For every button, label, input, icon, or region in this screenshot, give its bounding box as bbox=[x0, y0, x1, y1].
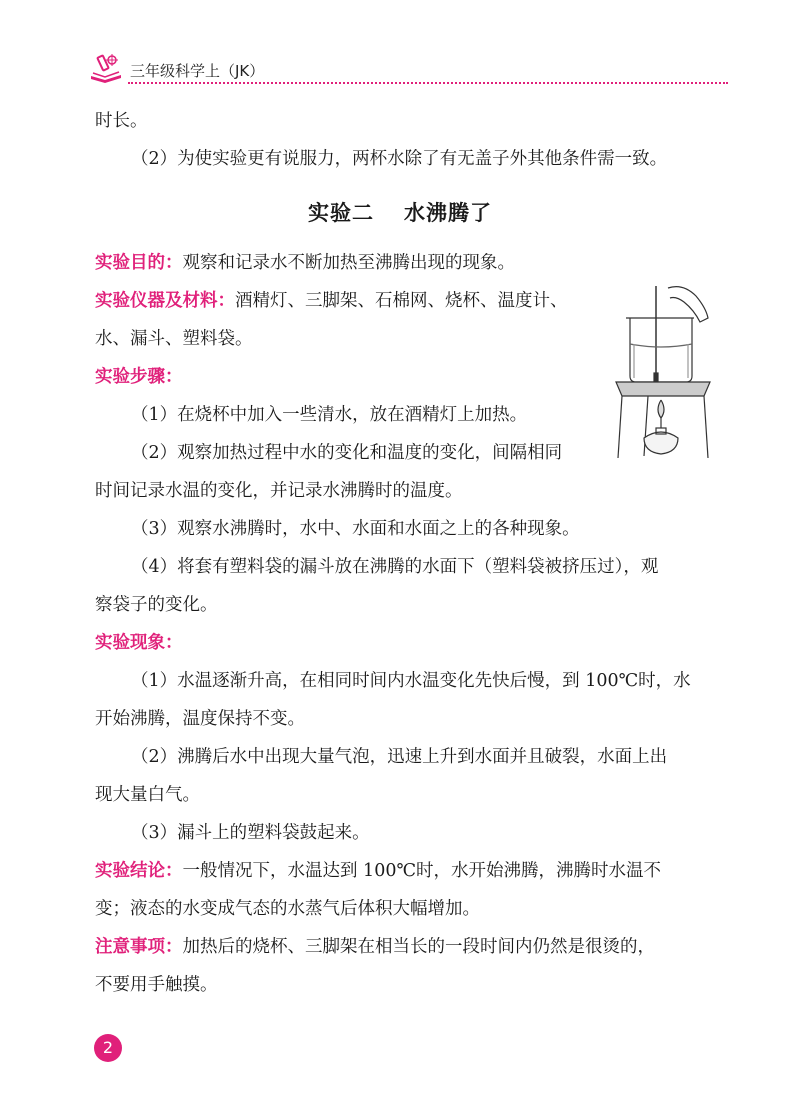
text-line: （1）水温逐渐升高，在相同时间内水温变化先快后慢，到 100℃时，水 bbox=[131, 671, 691, 691]
notes-line bbox=[95, 928, 705, 966]
steps-label: 实验步骤： bbox=[95, 367, 183, 387]
text-line: 察袋子的变化。 bbox=[95, 595, 218, 615]
conclusion-label: 实验结论： bbox=[95, 861, 183, 881]
header-divider bbox=[128, 82, 728, 84]
text-line: 时间记录水温的变化，并记录水沸腾时的温度。 bbox=[95, 481, 463, 501]
text-line: （1）在烧杯中加入一些清水，放在酒精灯上加热。 bbox=[131, 405, 528, 425]
page-header bbox=[88, 50, 728, 90]
text-line: 现大量白气。 bbox=[95, 785, 200, 805]
text-line: 时长。 bbox=[95, 111, 148, 131]
header-title: 三年级科学上（JK） bbox=[130, 62, 265, 80]
text-line: 变；液态的水变成气态的水蒸气后体积大幅增加。 bbox=[95, 899, 480, 919]
page-content bbox=[95, 102, 705, 1004]
text-line: （3）漏斗上的塑料袋鼓起来。 bbox=[131, 823, 370, 843]
text-line: （4）将套有塑料袋的漏斗放在沸腾的水面下（塑料袋被挤压过），观 bbox=[131, 557, 659, 577]
materials-label: 实验仪器及材料： bbox=[95, 291, 235, 311]
section-title bbox=[95, 178, 705, 244]
section-title-number: 实验二 bbox=[308, 201, 374, 225]
text-line: （2）观察加热过程中水的变化和温度的变化，间隔相同 bbox=[131, 443, 563, 463]
section-title-text: 水沸腾了 bbox=[404, 201, 492, 225]
notes-text: 加热后的烧杯、三脚架在相当长的一段时间内仍然是很烫的， bbox=[182, 937, 655, 957]
text-line: （3）观察水沸腾时，水中、水面和水面之上的各种现象。 bbox=[131, 519, 580, 539]
microscope-book-logo bbox=[88, 50, 124, 86]
conclusion-line bbox=[95, 852, 705, 890]
purpose-text: 观察和记录水不断加热至沸腾出现的现象。 bbox=[182, 253, 515, 273]
text-line: 不要用手触摸。 bbox=[95, 975, 218, 995]
phenomena-label: 实验现象： bbox=[95, 633, 183, 653]
purpose-label: 实验目的： bbox=[95, 253, 183, 273]
boiling-water-apparatus bbox=[608, 278, 718, 458]
text-line: （2）沸腾后水中出现大量气泡，迅速上升到水面并且破裂，水面上出 bbox=[131, 747, 668, 767]
purpose-line bbox=[95, 244, 705, 282]
conclusion-text: 一般情况下，水温达到 100℃时，水开始沸腾，沸腾时水温不 bbox=[182, 861, 662, 881]
text-line: 开始沸腾，温度保持不变。 bbox=[95, 709, 305, 729]
materials-text: 酒精灯、三脚架、石棉网、烧杯、温度计、 bbox=[235, 291, 568, 311]
phenomena-line bbox=[95, 624, 705, 662]
page-number: 2 bbox=[94, 1034, 122, 1062]
text-line: 水、漏斗、塑料袋。 bbox=[95, 329, 253, 349]
text-line: （2）为使实验更有说服力，两杯水除了有无盖子外其他条件需一致。 bbox=[131, 149, 668, 169]
notes-label: 注意事项： bbox=[95, 937, 183, 957]
